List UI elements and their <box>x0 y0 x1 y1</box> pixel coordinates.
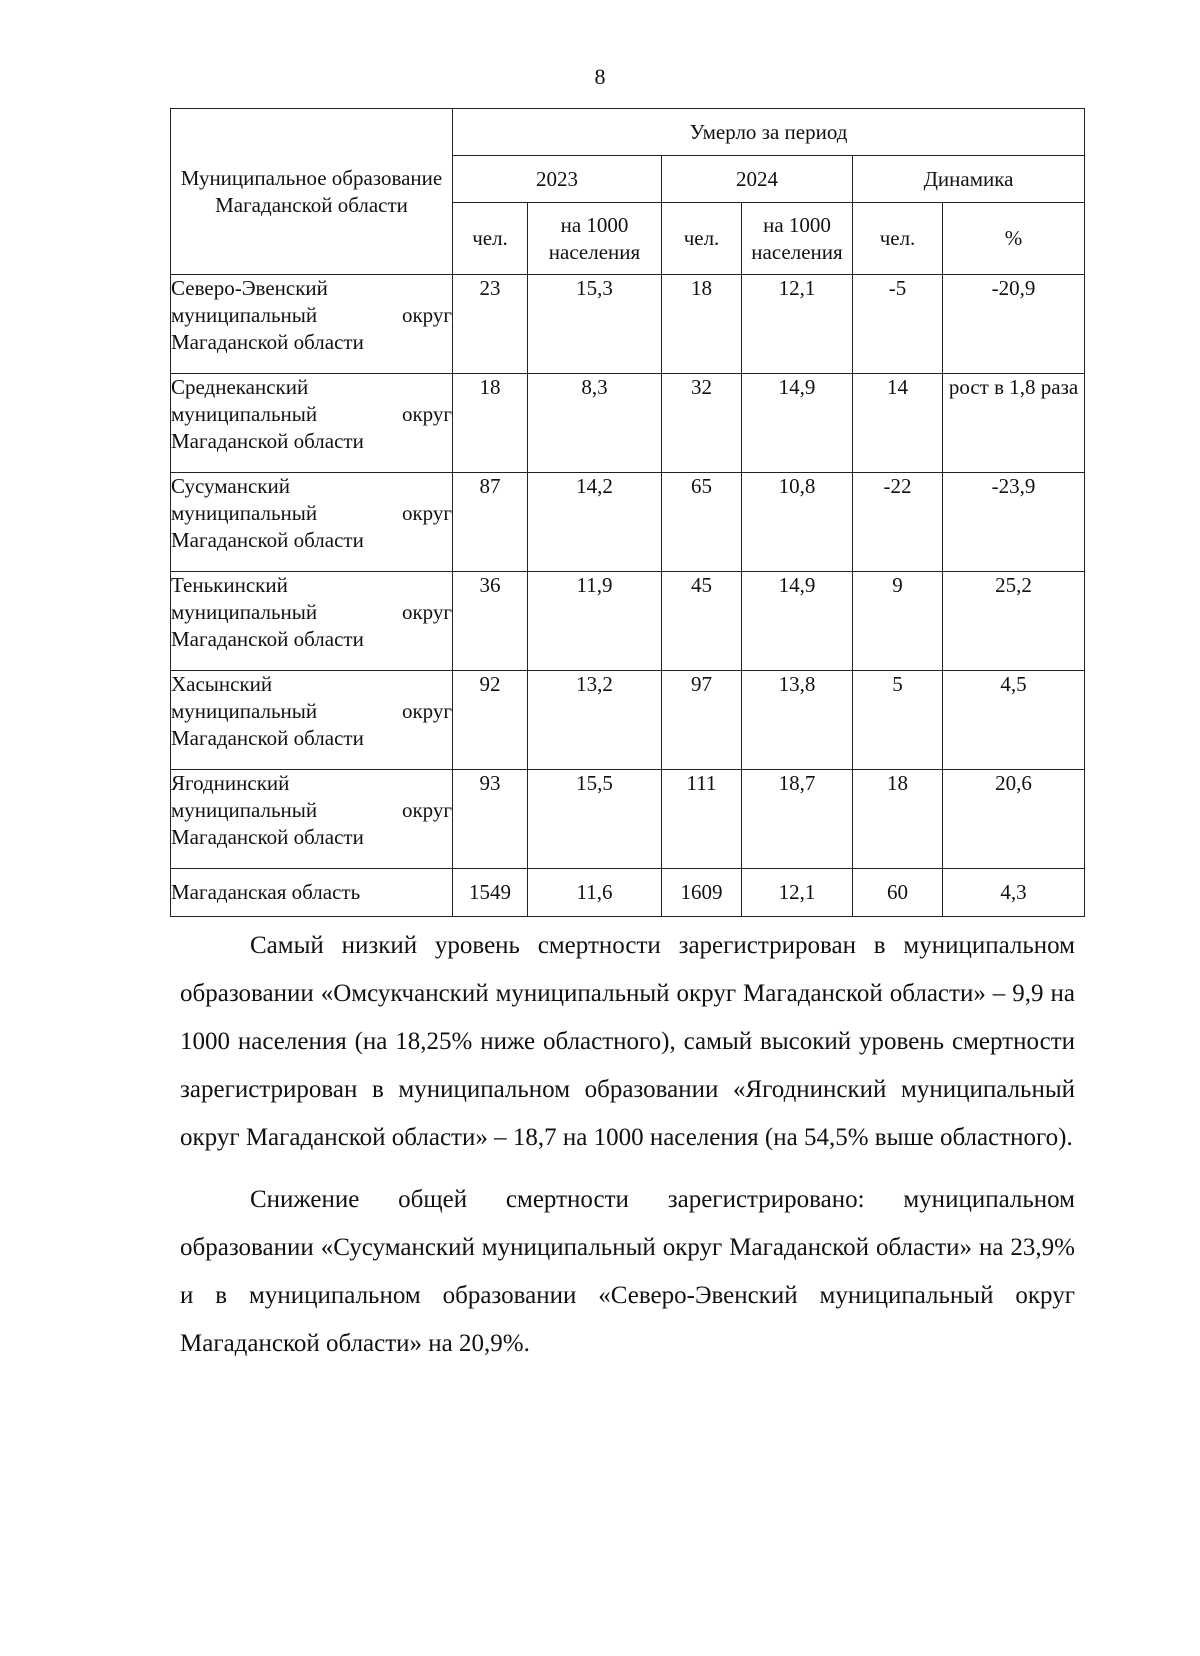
header-year-2024: 2024 <box>662 156 853 203</box>
paragraph-decrease: Снижение общей смертности зарегистрировано: муниципальном образовании «Сусуманский муниципальный округ Магаданской области» на 23,9% и в муниципальном образовании «Северо-Эвенский муниципальный округ Магаданской области» на 20,9%. <box>180 1186 1075 1357</box>
cell-2023-people: 87 <box>453 473 528 572</box>
cell-2024-rate: 18,7 <box>742 770 853 869</box>
cell-dynamics-people: -5 <box>853 275 943 374</box>
table-row <box>171 572 1085 671</box>
total-dynamics-people: 60 <box>853 869 943 917</box>
total-2023-people: 1549 <box>453 869 528 917</box>
region-name: Ягоднинский муниципальный округ Магаданской области <box>171 770 453 869</box>
region-name: Северо-Эвенский муниципальный округ Магаданской области <box>171 275 453 374</box>
header-municipality: Муниципальное образование Магаданской области <box>171 109 453 275</box>
cell-2024-people: 65 <box>662 473 742 572</box>
table-row-total <box>171 869 1085 917</box>
cell-2023-rate: 15,5 <box>528 770 662 869</box>
header-2024-people: чел. <box>662 203 742 275</box>
header-dynamics-percent: % <box>943 203 1085 275</box>
header-year-2023: 2023 <box>453 156 662 203</box>
cell-2024-people: 111 <box>662 770 742 869</box>
total-region-name: Магаданская область <box>171 869 453 917</box>
total-dynamics-percent: 4,3 <box>943 869 1085 917</box>
header-2023-people: чел. <box>453 203 528 275</box>
cell-dynamics-people: -22 <box>853 473 943 572</box>
cell-2023-people: 18 <box>453 374 528 473</box>
cell-dynamics-percent: 25,2 <box>943 572 1085 671</box>
cell-2024-rate: 10,8 <box>742 473 853 572</box>
table-row <box>171 770 1085 869</box>
cell-2024-rate: 13,8 <box>742 671 853 770</box>
cell-dynamics-people: 18 <box>853 770 943 869</box>
table-row <box>171 275 1085 374</box>
header-2023-per1000: на 1000 населения <box>528 203 662 275</box>
total-2024-rate: 12,1 <box>742 869 853 917</box>
cell-2023-people: 92 <box>453 671 528 770</box>
cell-dynamics-people: 5 <box>853 671 943 770</box>
total-2023-rate: 11,6 <box>528 869 662 917</box>
cell-2024-rate: 14,9 <box>742 572 853 671</box>
header-2024-per1000: на 1000 населения <box>742 203 853 275</box>
header-died-period: Умерло за период <box>453 109 1085 156</box>
header-dynamics-people: чел. <box>853 203 943 275</box>
region-name: Среднеканский муниципальный округ Магаданской области <box>171 374 453 473</box>
cell-2024-people: 18 <box>662 275 742 374</box>
cell-2023-people: 36 <box>453 572 528 671</box>
region-name: Сусуманский муниципальный округ Магаданской области <box>171 473 453 572</box>
paragraph-lowest-highest: Самый низкий уровень смертности зарегистрирован в муниципальном образовании «Омсукчанский муниципальный округ Магаданской области» – 9,9 на 1000 населения (на 18,25% ниже областного), самый высокий уровень смертности зарегистрирован в муниципальном образовании «Ягоднинский муниципальный округ Магаданской области» – 18,7 на 1000 населения (на 54,5% выше областного). <box>180 932 1075 1151</box>
region-name: Тенькинский муниципальный округ Магаданской области <box>171 572 453 671</box>
mortality-table <box>170 108 1085 917</box>
header-dynamics: Динамика <box>853 156 1085 203</box>
cell-2023-rate: 13,2 <box>528 671 662 770</box>
table-row <box>171 374 1085 473</box>
table-row <box>171 473 1085 572</box>
cell-2024-rate: 14,9 <box>742 374 853 473</box>
cell-dynamics-percent: -23,9 <box>943 473 1085 572</box>
total-2024-people: 1609 <box>662 869 742 917</box>
region-name: Хасынский муниципальный округ Магаданской области <box>171 671 453 770</box>
cell-dynamics-percent: рост в 1,8 раза <box>943 374 1085 473</box>
page-number: 8 <box>594 64 606 89</box>
cell-dynamics-percent: 20,6 <box>943 770 1085 869</box>
cell-2023-rate: 11,9 <box>528 572 662 671</box>
cell-dynamics-people: 9 <box>853 572 943 671</box>
cell-2023-people: 93 <box>453 770 528 869</box>
cell-dynamics-people: 14 <box>853 374 943 473</box>
cell-2024-rate: 12,1 <box>742 275 853 374</box>
body-text <box>180 922 1075 1368</box>
cell-2023-rate: 14,2 <box>528 473 662 572</box>
cell-2024-people: 97 <box>662 671 742 770</box>
cell-2024-people: 45 <box>662 572 742 671</box>
cell-dynamics-percent: -20,9 <box>943 275 1085 374</box>
cell-dynamics-percent: 4,5 <box>943 671 1085 770</box>
cell-2024-people: 32 <box>662 374 742 473</box>
table-row <box>171 671 1085 770</box>
cell-2023-rate: 8,3 <box>528 374 662 473</box>
cell-2023-people: 23 <box>453 275 528 374</box>
cell-2023-rate: 15,3 <box>528 275 662 374</box>
